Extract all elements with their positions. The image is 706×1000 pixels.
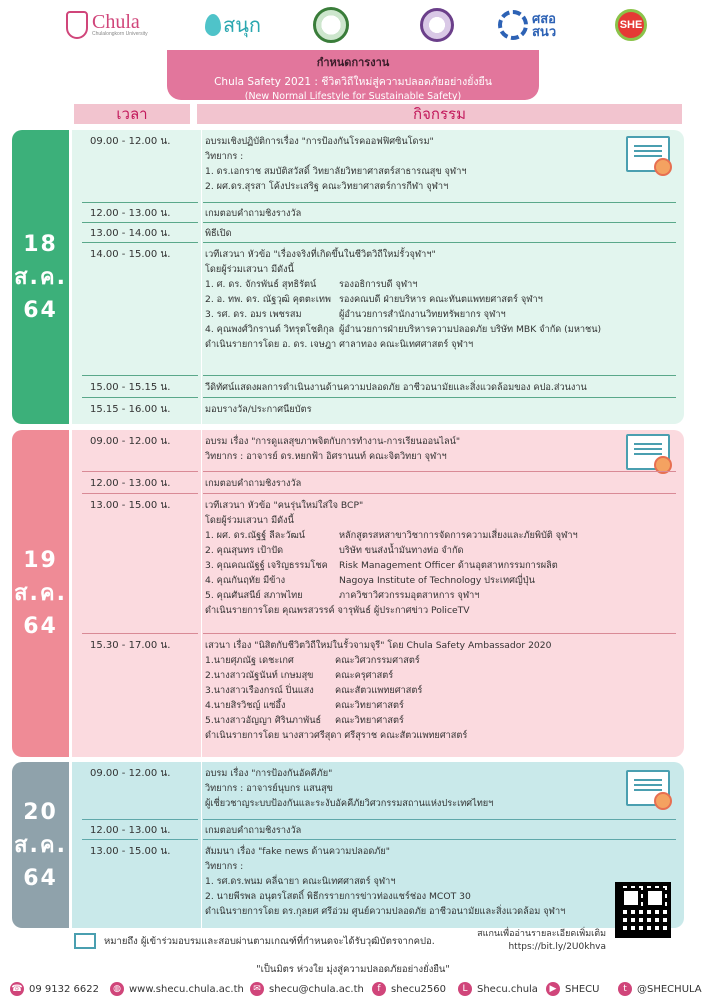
activity-line: อบรม เรื่อง "การดูแลสุขภาพจิตกับการทำงาน-การเรียนออนไลน์" — [205, 436, 461, 447]
day-schedule — [72, 762, 684, 928]
day-month: ส.ค. — [14, 581, 67, 606]
row-time: 09.00 - 12.00 น. — [90, 136, 171, 147]
activity-line: 1. รศ.ดร.พนม คลี่ฉายา คณะนิเทศศาสตร์ จุฬาฯ — [205, 876, 396, 887]
row-time: 15.15 - 16.00 น. — [90, 404, 171, 415]
certificate-icon — [74, 933, 96, 949]
panelist: 5. คุณศันสนีย์ สภาพไทย ภาควิชาวิศวกรรมอุตสาหการ จุฬาฯ — [205, 590, 480, 601]
chula-seal-icon — [66, 11, 88, 39]
panelist: 1. ศ. ดร. จักรพันธ์ สุทธิรัตน์ รองอธิการบดี จุฬาฯ — [205, 279, 418, 290]
day-schedule — [72, 130, 684, 424]
emblem-logo — [313, 7, 349, 43]
schedule-row — [72, 762, 684, 820]
schedule-row — [72, 398, 684, 422]
day-number: 19 — [23, 548, 58, 573]
row-time: 13.00 - 14.00 น. — [90, 228, 171, 239]
speaker: 1.นายศุภณัฐ เดชะเกศ คณะวิศวกรรมศาสตร์ — [205, 655, 420, 666]
schedule-row — [72, 634, 684, 757]
certificate-icon — [626, 770, 670, 806]
shoso-logo — [498, 8, 556, 42]
row-activity: วีดิทัศน์แสดงผลการดำเนินงานด้านความปลอดภัย อาชีวอนามัยและสิ่งแวดล้อมของ คปอ.ส่วนงาน — [205, 382, 587, 393]
globe-icon: ◍ — [110, 982, 124, 996]
row-activity: พิธีเปิด — [205, 228, 232, 239]
row-activity: มอบรางวัล/ประกาศนียบัตร — [205, 404, 312, 415]
activity-line: เสวนา เรื่อง "นิสิตกับชีวิตวิถีใหม่ในรั้วจามจุรี" โดย Chula Safety Ambassador 2020 — [205, 640, 552, 651]
panelist: 4. คุณพงศ์วิกรานต์ วิทรุตโชติกุล ผู้อำนวยการฝ่ายบริหารความปลอดภัย บริษัท MBK จำกัด (มหาชน) — [205, 324, 602, 335]
row-activity: เกมตอบคำถามชิงรางวัล — [205, 478, 302, 489]
swirl-icon — [498, 10, 528, 40]
logo-bar — [0, 0, 706, 50]
day-month: ส.ค. — [14, 264, 67, 290]
day-18-section — [12, 130, 684, 424]
row-activity — [205, 766, 674, 811]
activity-line: โดยผู้ร่วมเสวนา มีดังนี้ — [205, 264, 294, 275]
banner-title: กำหนดการงาน — [316, 56, 390, 69]
qr-code[interactable] — [615, 882, 671, 938]
title-banner — [167, 50, 539, 100]
chula-logo — [66, 8, 148, 42]
day-schedule — [72, 430, 684, 757]
day-label — [12, 762, 69, 928]
more-info — [420, 928, 606, 954]
activity-line: วิทยากร : อาจารย์นุบกร แสนสุข — [205, 783, 333, 794]
footer-email[interactable]: ✉ shecu@chula.ac.th — [250, 982, 364, 996]
activity-line: 2. ผศ.ดร.สุรสา โค้งประเสริฐ คณะวิทยาศาสตร์การกีฬา จุฬาฯ — [205, 181, 449, 192]
day-year: 64 — [23, 614, 58, 639]
sanuk-logo — [205, 8, 261, 42]
row-time: 09.00 - 12.00 น. — [90, 436, 171, 447]
shoso-logo-text: ศสอ สนว — [532, 11, 557, 39]
banner-subtitle: Chula Safety 2021 : ชีวิตวิถีใหม่สู่ความปลอดภัยอย่างยั่งยืน — [214, 76, 492, 88]
footer-twitter[interactable]: t @SHECHULA — [618, 982, 702, 996]
activity-line: 1. ดร.เอกราช สมบัติสวัสดิ์ วิทยาลัยวิทยาศาสตร์สาธารณสุข จุฬาฯ — [205, 166, 467, 177]
activity-line: สัมมนา เรื่อง "fake news ด้านความปลอดภัย" — [205, 846, 390, 857]
certificate-icon — [626, 136, 670, 172]
row-time: 13.00 - 15.00 น. — [90, 846, 171, 857]
row-activity — [205, 498, 674, 618]
more-info-text: สแกนเพื่ออ่านรายละเอียดเพิ่มเติม — [477, 929, 606, 939]
footer-youtube[interactable]: ▶ SHECU — [546, 982, 600, 996]
row-activity — [205, 638, 674, 743]
more-info-link[interactable]: https://bit.ly/2U0khva — [508, 942, 606, 952]
day-20-section — [12, 762, 684, 928]
panelist: 3. คุณคณณัฐฐ์ เจริญธรรมโชค Risk Management Officer ด้านอุตสาหกรรมการผลิต — [205, 560, 558, 571]
row-activity — [205, 844, 674, 919]
certificate-icon — [626, 434, 670, 470]
schedule-row — [72, 430, 684, 472]
note-text: หมายถึง ผู้เข้าร่วมอบรมและสอบผ่านตามเกณฑ์ที่กำหนดจะได้รับวุฒิบัตรจากคปอ. — [104, 935, 435, 947]
row-time: 15.30 - 17.00 น. — [90, 640, 171, 651]
phone-icon: ☎ — [11, 984, 23, 994]
emblem2-logo — [420, 8, 454, 42]
day-19-section — [12, 430, 684, 757]
activity-line: ผู้เชี่ยวชาญระบบป้องกันและระงับอัคคีภัยวิศวกรรมสถานแห่งประเทศไทยฯ — [205, 798, 494, 809]
facebook-icon: f — [372, 982, 386, 996]
row-activity: เกมตอบคำถามชิงรางวัล — [205, 208, 302, 219]
chula-logo-text: Chula — [92, 11, 140, 33]
activity-line: วิทยากร : — [205, 151, 244, 162]
row-time: 14.00 - 15.00 น. — [90, 249, 171, 260]
row-activity — [205, 247, 674, 352]
schedule-row — [72, 472, 684, 494]
footer-facebook[interactable]: f shecu2560 — [372, 982, 446, 996]
twitter-icon: t — [618, 982, 632, 996]
row-activity: เกมตอบคำถามชิงรางวัล — [205, 825, 302, 836]
activity-line: วิทยากร : — [205, 861, 244, 872]
day-label — [12, 130, 69, 424]
footer-line[interactable]: L Shecu.chula — [458, 982, 538, 996]
schedule-row — [72, 820, 684, 840]
schedule-row — [72, 494, 684, 634]
activity-line: วิทยากร : อาจารย์ ดร.หยกฟ้า อิศรานนท์ คณะจิตวิทยา จุฬาฯ — [205, 451, 447, 462]
row-activity — [205, 134, 674, 194]
schedule-row — [72, 130, 684, 203]
speaker: 2.นางสาวณัฐนันท์ เกษมสุข คณะครุศาสตร์ — [205, 670, 394, 681]
she-logo — [615, 9, 647, 41]
footer-phone[interactable]: ☎ 09 9132 6622 — [11, 983, 99, 995]
panelist: 3. รศ. ดร. อมร เพชรสม ผู้อำนวยการสำนักงานวิทยทรัพยากร จุฬาฯ — [205, 309, 506, 320]
panelist: 1. ผศ. ดร.ณัฐฐ์ ลีละวัฒน์ หลักสูตรสหสาขาวิชาการจัดการความเสี่ยงและภัยพิบัติ จุฬาฯ — [205, 530, 578, 541]
day-month: ส.ค. — [14, 832, 67, 858]
panelist: 2. อ. ทพ. ดร. ณัฐวุฒิ คุตตะเทพ รองคณบดี ฝ่ายบริหาร คณะทันตแพทยศาสตร์ จุฬาฯ — [205, 294, 543, 305]
moderator: ดำเนินรายการโดย คุณพรสวรรค์ จารุพันธ์ ผู้ประกาศข่าว PoliceTV — [205, 605, 470, 616]
slogan: "เป็นมิตร ห่วงใย มุ่งสู่ความปลอดภัยอย่างยั่งยืน" — [256, 964, 450, 975]
contact-footer — [0, 978, 706, 1000]
row-time: 09.00 - 12.00 น. — [90, 768, 171, 779]
panelist: 4. คุณกันฤทัย มีข้าง Nagoya Institute of Technology ประเทศญี่ปุ่น — [205, 575, 535, 586]
line-icon: L — [458, 982, 472, 996]
row-time: 13.00 - 15.00 น. — [90, 500, 171, 511]
banner-subtitle-en: (New Normal Lifestyle for Sustainable Safety) — [244, 91, 462, 102]
activity-line: เวทีเสวนา หัวข้อ "เรื่องจริงที่เกิดขึ้นในชีวิตวิถีใหม่รั้วจุฬาฯ" — [205, 249, 436, 260]
row-time: 12.00 - 13.00 น. — [90, 208, 171, 219]
activity-line: โดยผู้ร่วมเสวนา มีดังนี้ — [205, 515, 294, 526]
moderator: ดำเนินรายการโดย นางสาวศรีสุดา ศรีสุราช คณะสัตวแพทยศาสตร์ — [205, 730, 468, 741]
speaker: 4.นายสิรวิชญ์ แซ่อึ้ง คณะวิทยาศาสตร์ — [205, 700, 404, 711]
footer-web[interactable]: ◍ www.shecu.chula.ac.th — [110, 982, 244, 996]
email-icon: ✉ — [250, 982, 264, 996]
schedule-row — [72, 243, 684, 376]
moderator: ดำเนินรายการโดย อ. ดร. เจษฎา ศาลาทอง คณะนิเทศศาสตร์ จุฬาฯ — [205, 339, 474, 350]
activity-line: ดำเนินรายการโดย ดร.กุลยศ ศรีอ่วม ศูนย์ความปลอดภัย อาชีวอนามัยและสิ่งแวดล้อม จุฬาฯ — [205, 906, 566, 917]
time-column-header: เวลา — [74, 104, 190, 124]
row-activity — [205, 434, 674, 464]
row-time: 12.00 - 13.00 น. — [90, 825, 171, 836]
speaker: 3.นางสาวเรืองกรณ์ ปิ่นแสง คณะสัตวแพทยศาสตร์ — [205, 685, 423, 696]
schedule-row — [72, 376, 684, 398]
activity-line: อบรมเชิงปฏิบัติการเรื่อง "การป้องกันโรคออฟฟิศซินโดรม" — [205, 136, 434, 147]
day-number: 20 — [23, 799, 58, 825]
activity-line: 2. นายพีรพล อนุตรโสตถิ์ พิธีกรรายการข่าวท่องแชร์ช่อง MCOT 30 — [205, 891, 471, 902]
chula-logo-subtext: Chulalongkorn University — [92, 31, 148, 37]
speaker: 5.นางสาวอัญญา ศิรินภาพันธ์ คณะวิทยาศาสตร์ — [205, 715, 404, 726]
day-label — [12, 430, 69, 757]
day-year: 64 — [23, 297, 58, 323]
day-year: 64 — [23, 865, 58, 891]
schedule-row — [72, 223, 684, 243]
drop-icon — [205, 14, 221, 36]
day-number: 18 — [23, 231, 58, 257]
sanuk-logo-text: สนุก — [223, 15, 261, 37]
activity-line: เวทีเสวนา หัวข้อ "คนรุ่นใหม่ใส่ใจ BCP" — [205, 500, 364, 511]
activity-line: อบรม เรื่อง "การป้องกันอัคคีภัย" — [205, 768, 333, 779]
youtube-icon: ▶ — [546, 982, 560, 996]
she-logo-text: SHE — [619, 19, 643, 31]
schedule-row — [72, 203, 684, 223]
row-time: 12.00 - 13.00 น. — [90, 478, 171, 489]
panelist: 2. คุณสุนทร เป้าปัด บริษัท ขนส่งน้ำมันทางท่อ จำกัด — [205, 545, 464, 556]
activity-column-header: กิจกรรม — [197, 104, 682, 124]
row-time: 15.00 - 15.15 น. — [90, 382, 171, 393]
schedule-row — [72, 840, 684, 928]
